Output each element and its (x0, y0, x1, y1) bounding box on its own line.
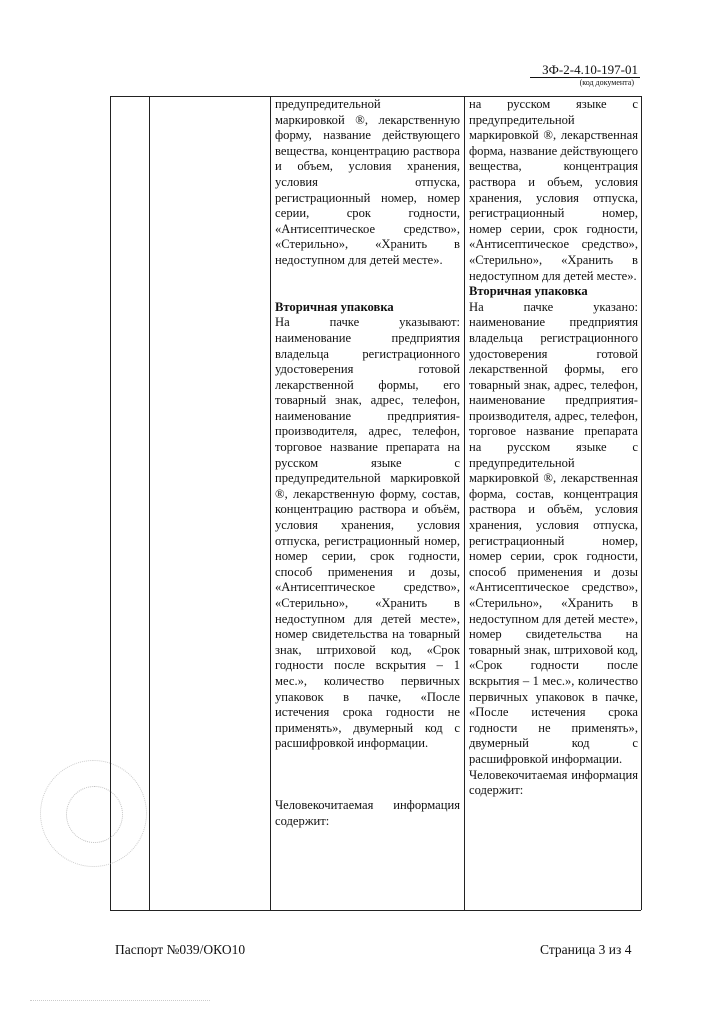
table-bottom-border (110, 910, 641, 911)
col-b-human-readable: Человекочитаемая информация содержит: (469, 767, 638, 798)
col-b-secondary-text: На пачке указано: наименование предприятия владельца регистрационного удостоверения готовой лекарственной формы, его товарный знак, адрес, телефон, наименование предприятия-производителя, адрес, телефон, торговое название препарата на русском языке с предупредительной маркировкой ®, лекарственная форма, состав, концентрация раствора и объём, условия хранения, условия отпуска, регистрационный номер, номер серии, срок годности, способ применения и дозы «Антисептическое средство», «Стерильно», «Хранить в недоступном для детей месте», номер свидетельства на товарный знак, штриховой код, «Срок годности после вскрытия – 1 мес.», количество первичных упаковок в пачке, «После истечения срока годности не применять», двумерный код с расшифровкой информации. (469, 299, 639, 766)
col-a-human-readable: Человекочитаемая информация содержит: (275, 797, 460, 828)
col-a-line-1: предупредительной (275, 97, 381, 111)
document-code-caption: (код документа) (579, 78, 634, 87)
passport-number: Паспорт №039/ОКО10 (115, 942, 246, 957)
col-b-secondary-heading: Вторичная упаковка (469, 284, 588, 299)
document-code: ЗФ-2-4.10-197-01 (530, 62, 640, 78)
table-border-4 (464, 96, 465, 910)
faint-seal-stamp (40, 760, 147, 867)
col-a-secondary-text: На пачке указывают: наименование предприятия владельца регистрационного удостоверения готовой лекарственной формы, его товарный знак, адрес, телефон, наименование предприятия-производителя, адрес, телефон, торговое название препарата на русском языке с предупредительной маркировкой ®, лекарственную форму, состав, концентрацию раствора и объём, условия хранения, условия отпуска, регистрационный номер, номер серии, срок годности, способ применения и дозы, «Антисептическое средство», «Стерильно», «Хранить в недоступном для детей месте», номер свидетельства на товарный знак, штриховой код, «Срок годности после вскрытия – 1 мес.», количество первичных упаковок в пачке, «После истечения срока годности не применять», двумерный код с расшифровкой информации. (275, 315, 460, 751)
spacer (275, 752, 460, 798)
table-border-2 (149, 96, 150, 910)
table-border-5 (641, 96, 642, 910)
table-column-requirements (275, 97, 460, 829)
col-a-secondary-heading: Вторичная упаковка (275, 299, 394, 314)
col-b-primary-text: на русском языке с предупредительной маркировкой ®, лекарственная форма, название действующего вещества, концентрация раствора и объем, условия хранения, условия отпуска, регистрационный номер, номер серии, срок годности, «Антисептическое средство», «Стерильно», «Хранить в недоступном для детей месте». (469, 97, 638, 283)
spacer (275, 284, 460, 300)
scan-artifact (30, 1000, 210, 1002)
spacer (275, 269, 460, 285)
table-border-3 (270, 96, 271, 910)
col-a-primary-text: маркировкой ®, лекарственную форму, название действующего вещества, концентрацию раствора и объем, условия хранения, условия отпуска, регистрационный номер, номер серии, срок годности, «Антисептическое средство», «Стерильно», «Хранить в недоступном для детей месте». (275, 112, 460, 267)
table-column-results (469, 97, 638, 799)
document-code-block (530, 62, 640, 88)
page-number: Страница 3 из 4 (540, 942, 632, 957)
